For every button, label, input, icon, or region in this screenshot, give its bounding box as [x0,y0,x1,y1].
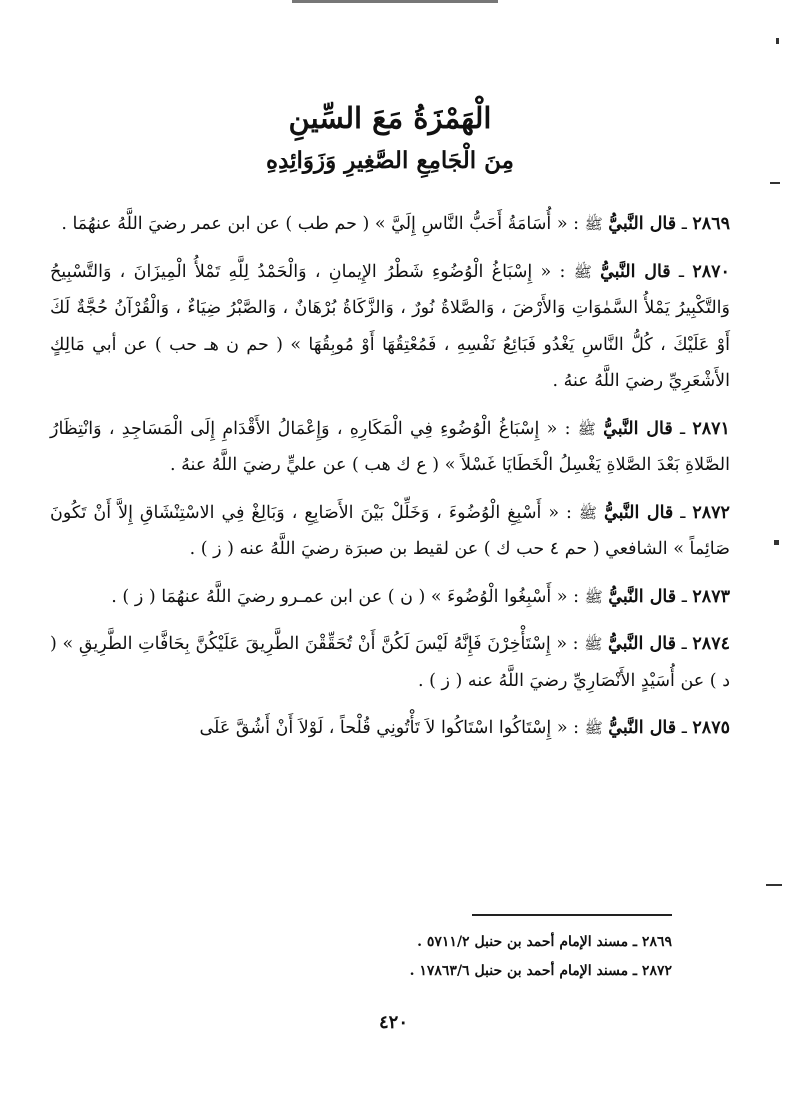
hadith-attribution: قال النَّبيُّ [608,718,677,738]
scan-mark-right-lower [766,884,782,886]
hadith-text: : « إِسْتَاكُوا اسْتَاكُوا لاَ تَأْتُونِي قُلْحاً ، لَوْلاَ أَنْ أَشُقَّ عَلَى [199,718,579,738]
scan-mark-right-upper [770,182,780,184]
salawat-glyph: ﷺ [573,262,592,281]
chapter-subtitle: مِنَ الْجَامِعِ الصَّغِيرِ وَزَوَائِدِهِ [266,147,514,174]
hadith-entry: ٢٨٧٥ ـ قال النَّبيُّ ﷺ : « إِسْتَاكُوا اسْتَاكُوا لاَ تَأْتُونِي قُلْحاً ، لَوْلاَ أَنْ أَشُقَّ عَلَى [199,718,730,738]
hadith-text: : « أَسْبِغِ الْوُضُوءَ ، وَخَلِّلْ بَيْنَ الأَصَابِعِ ، وَبَالِغْ فِي الاسْتِنْشَاقِ إِلاَّ أَنْ تَكُونَ صَائِماً » الشافعي ( حم ٤ حب ك ) عن لقيط بن صبرَة رضيَ اللَّهُ عنه ( ز ) . [50,502,730,559]
scan-mark-right-middle [774,540,779,545]
hadith-entry: ٢٨٧٤ ـ قال النَّبيُّ ﷺ : « إِسْتَأْخِرْنَ فَإِنَّهُ لَيْسَ لَكُنَّ أَنْ تُحَقِّقْنَ الطَّرِيقَ عَلَيْكُنَّ بِحَافَّاتِ الطَّرِيقِ » ( د ) عن أُسَيْدٍ الأَنْصَارِيِّ رضيَ اللَّهُ عنه ( ز ) . [50,634,730,691]
top-scan-rule [292,0,498,3]
hadith-entry: ٢٨٧٢ ـ قال النَّبيُّ ﷺ : « أَسْبِغِ الْوُضُوءَ ، وَخَلِّلْ بَيْنَ الأَصَابِعِ ، وَبَالِغْ فِي الاسْتِنْشَاقِ إِلاَّ أَنْ تَكُونَ صَائِماً » الشافعي ( حم ٤ حب ك ) عن لقيط بن صبرَة رضيَ اللَّهُ عنه ( ز ) . [50,502,730,559]
hadith-attribution: قال النَّبيُّ [608,586,677,607]
hadith-number: ٢٨٧١ [692,418,730,439]
book-page [50,96,730,758]
hadith-text: : « أُسَامَةُ أَحَبُّ النَّاسِ إِلَيَّ » ( حم طب ) عن ابن عمر رضيَ اللَّهُ عنهُمَا . [61,214,579,234]
salawat-glyph: ﷺ [584,587,603,606]
salawat-glyph: ﷺ [584,719,603,737]
hadith-number: ٢٨٧٢ [692,502,730,523]
hadith-entry: ٢٨٧١ ـ قال النَّبيُّ ﷺ : « إِسْبَاغُ الْوُضُوءِ فِي الْمَكَارِهِ ، وَإِعْمَالُ الأَقْدَامِ إِلَى الْمَسَاجِدِ ، وَانْتِظَارُ الصَّلاةِ بَعْدَ الصَّلاةِ يَغْسِلُ الْخَطَايَا غَسْلاً » ( ع ك هب ) عن عليٍّ رضيَ اللَّهُ عنهُ . [50,418,730,475]
hadith-entry: ٢٨٧٣ ـ قال النَّبيُّ ﷺ : « أَسْبِغُوا الْوُضُوءَ » ( ن ) عن ابن عمـرو رضيَ اللَّهُ عنهُمَا ( ز ) . [111,586,730,607]
hadith-text: : « إِسْبَاغُ الْوُضُوءِ فِي الْمَكَارِهِ ، وَإِعْمَالُ الأَقْدَامِ إِلَى الْمَسَاجِدِ ، وَانْتِظَارُ الصَّلاةِ بَعْدَ الصَّلاةِ يَغْسِلُ الْخَطَايَا غَسْلاً » ( ع ك هب ) عن عليٍّ رضيَ اللَّهُ عنهُ . [50,418,730,475]
hadith-entry: ٢٨٦٩ ـ قال النَّبيُّ ﷺ : « أُسَامَةُ أَحَبُّ النَّاسِ إِلَيَّ » ( حم طب ) عن ابن عمر رضيَ اللَّهُ عنهُمَا . [61,214,730,234]
salawat-glyph: ﷺ [578,503,598,522]
hadith-text: : « إِسْبَاغُ الْوُضُوءِ شَطْرُ الإِيمانِ ، وَالْحَمْدُ لِلَّهِ تَمْلأُ الْمِيزَانَ ، وَالتَّسْبِيحُ وَالتَّكْبِيرُ يَمْلأُ السَّمٰوَاتِ وَالأَرْضَ ، وَالصَّلاةُ نُورٌ ، وَالزَّكَاةُ بُرْهَانٌ ، وَالصَّبْرُ ضِيَاءٌ ، وَالْقُرْآنُ حُجَّةٌ لَكَ أَوْ عَلَيْكَ ، كُلُّ النَّاسِ يَغْدُو فَبَائِعُ نَفْسِهِ ، فَمُعْتِقُهَا أَوْ مُوبِقُهَا » ( حم ن هـ حب ) عن أبي مَالِكٍ الأَشْعَرِيِّ رضيَ اللَّهُ عنهُ . [50,261,730,391]
footnotes [112,928,672,986]
hadith-attribution: قال النَّبيُّ [608,634,676,654]
hadith-text: : « إِسْتَأْخِرْنَ فَإِنَّهُ لَيْسَ لَكُنَّ أَنْ تُحَقِّقْنَ الطَّرِيقَ عَلَيْكُنَّ بِحَافَّاتِ الطَّرِيقِ » ( د ) عن أُسَيْدٍ الأَنْصَارِيِّ رضيَ اللَّهُ عنه ( ز ) . [50,634,730,691]
footnote: ٢٨٧٢ ـ مسند الإمام أحمد بن حنبل ١٧٨٦٣/٦ . [409,963,672,979]
hadith-entry: ٢٨٧٠ ـ قال النَّبيُّ ﷺ : « إِسْبَاغُ الْوُضُوءِ شَطْرُ الإِيمانِ ، وَالْحَمْدُ لِلَّهِ تَمْلأُ الْمِيزَانَ ، وَالتَّسْبِيحُ وَالتَّكْبِيرُ يَمْلأُ السَّمٰوَاتِ وَالأَرْضَ ، وَالصَّلاةُ نُورٌ ، وَالزَّكَاةُ بُرْهَانٌ ، وَالصَّبْرُ ضِيَاءٌ ، وَالْقُرْآنُ حُجَّةٌ لَكَ أَوْ عَلَيْكَ ، كُلُّ النَّاسِ يَغْدُو فَبَائِعُ نَفْسِهِ ، فَمُعْتِقُهَا أَوْ مُوبِقُهَا » ( حم ن هـ حب ) عن أبي مَالِكٍ الأَشْعَرِيِّ رضيَ اللَّهُ عنهُ . [50,261,730,391]
salawat-glyph: ﷺ [584,635,603,653]
salawat-glyph: ﷺ [577,419,596,438]
footnote-divider [472,914,672,916]
footnote: ٢٨٦٩ ـ مسند الإمام أحمد بن حنبل ٥٧١١/٢ . [417,934,672,950]
scan-mark-top-right [776,38,779,44]
chapter-title: الْهَمْزَةُ مَعَ السِّينِ [288,101,492,135]
hadith-attribution: قال النَّبيُّ [600,261,671,282]
hadith-number: ٢٨٧٥ [692,718,730,738]
hadith-list [50,206,730,747]
page-number: ٤٢٠ [378,1012,408,1033]
hadith-number: ٢٨٦٩ [692,214,730,234]
hadith-attribution: قال النَّبيُّ [604,502,674,523]
hadith-text: : « أَسْبِغُوا الْوُضُوءَ » ( ن ) عن ابن عمـرو رضيَ اللَّهُ عنهُمَا ( ز ) . [111,586,579,607]
hadith-attribution: قال النَّبيُّ [603,418,673,439]
hadith-number: ٢٨٧٤ [692,634,730,654]
hadith-attribution: قال النَّبيُّ [608,214,677,234]
salawat-glyph: ﷺ [584,215,603,233]
hadith-number: ٢٨٧٣ [692,586,730,607]
hadith-number: ٢٨٧٠ [692,261,730,282]
